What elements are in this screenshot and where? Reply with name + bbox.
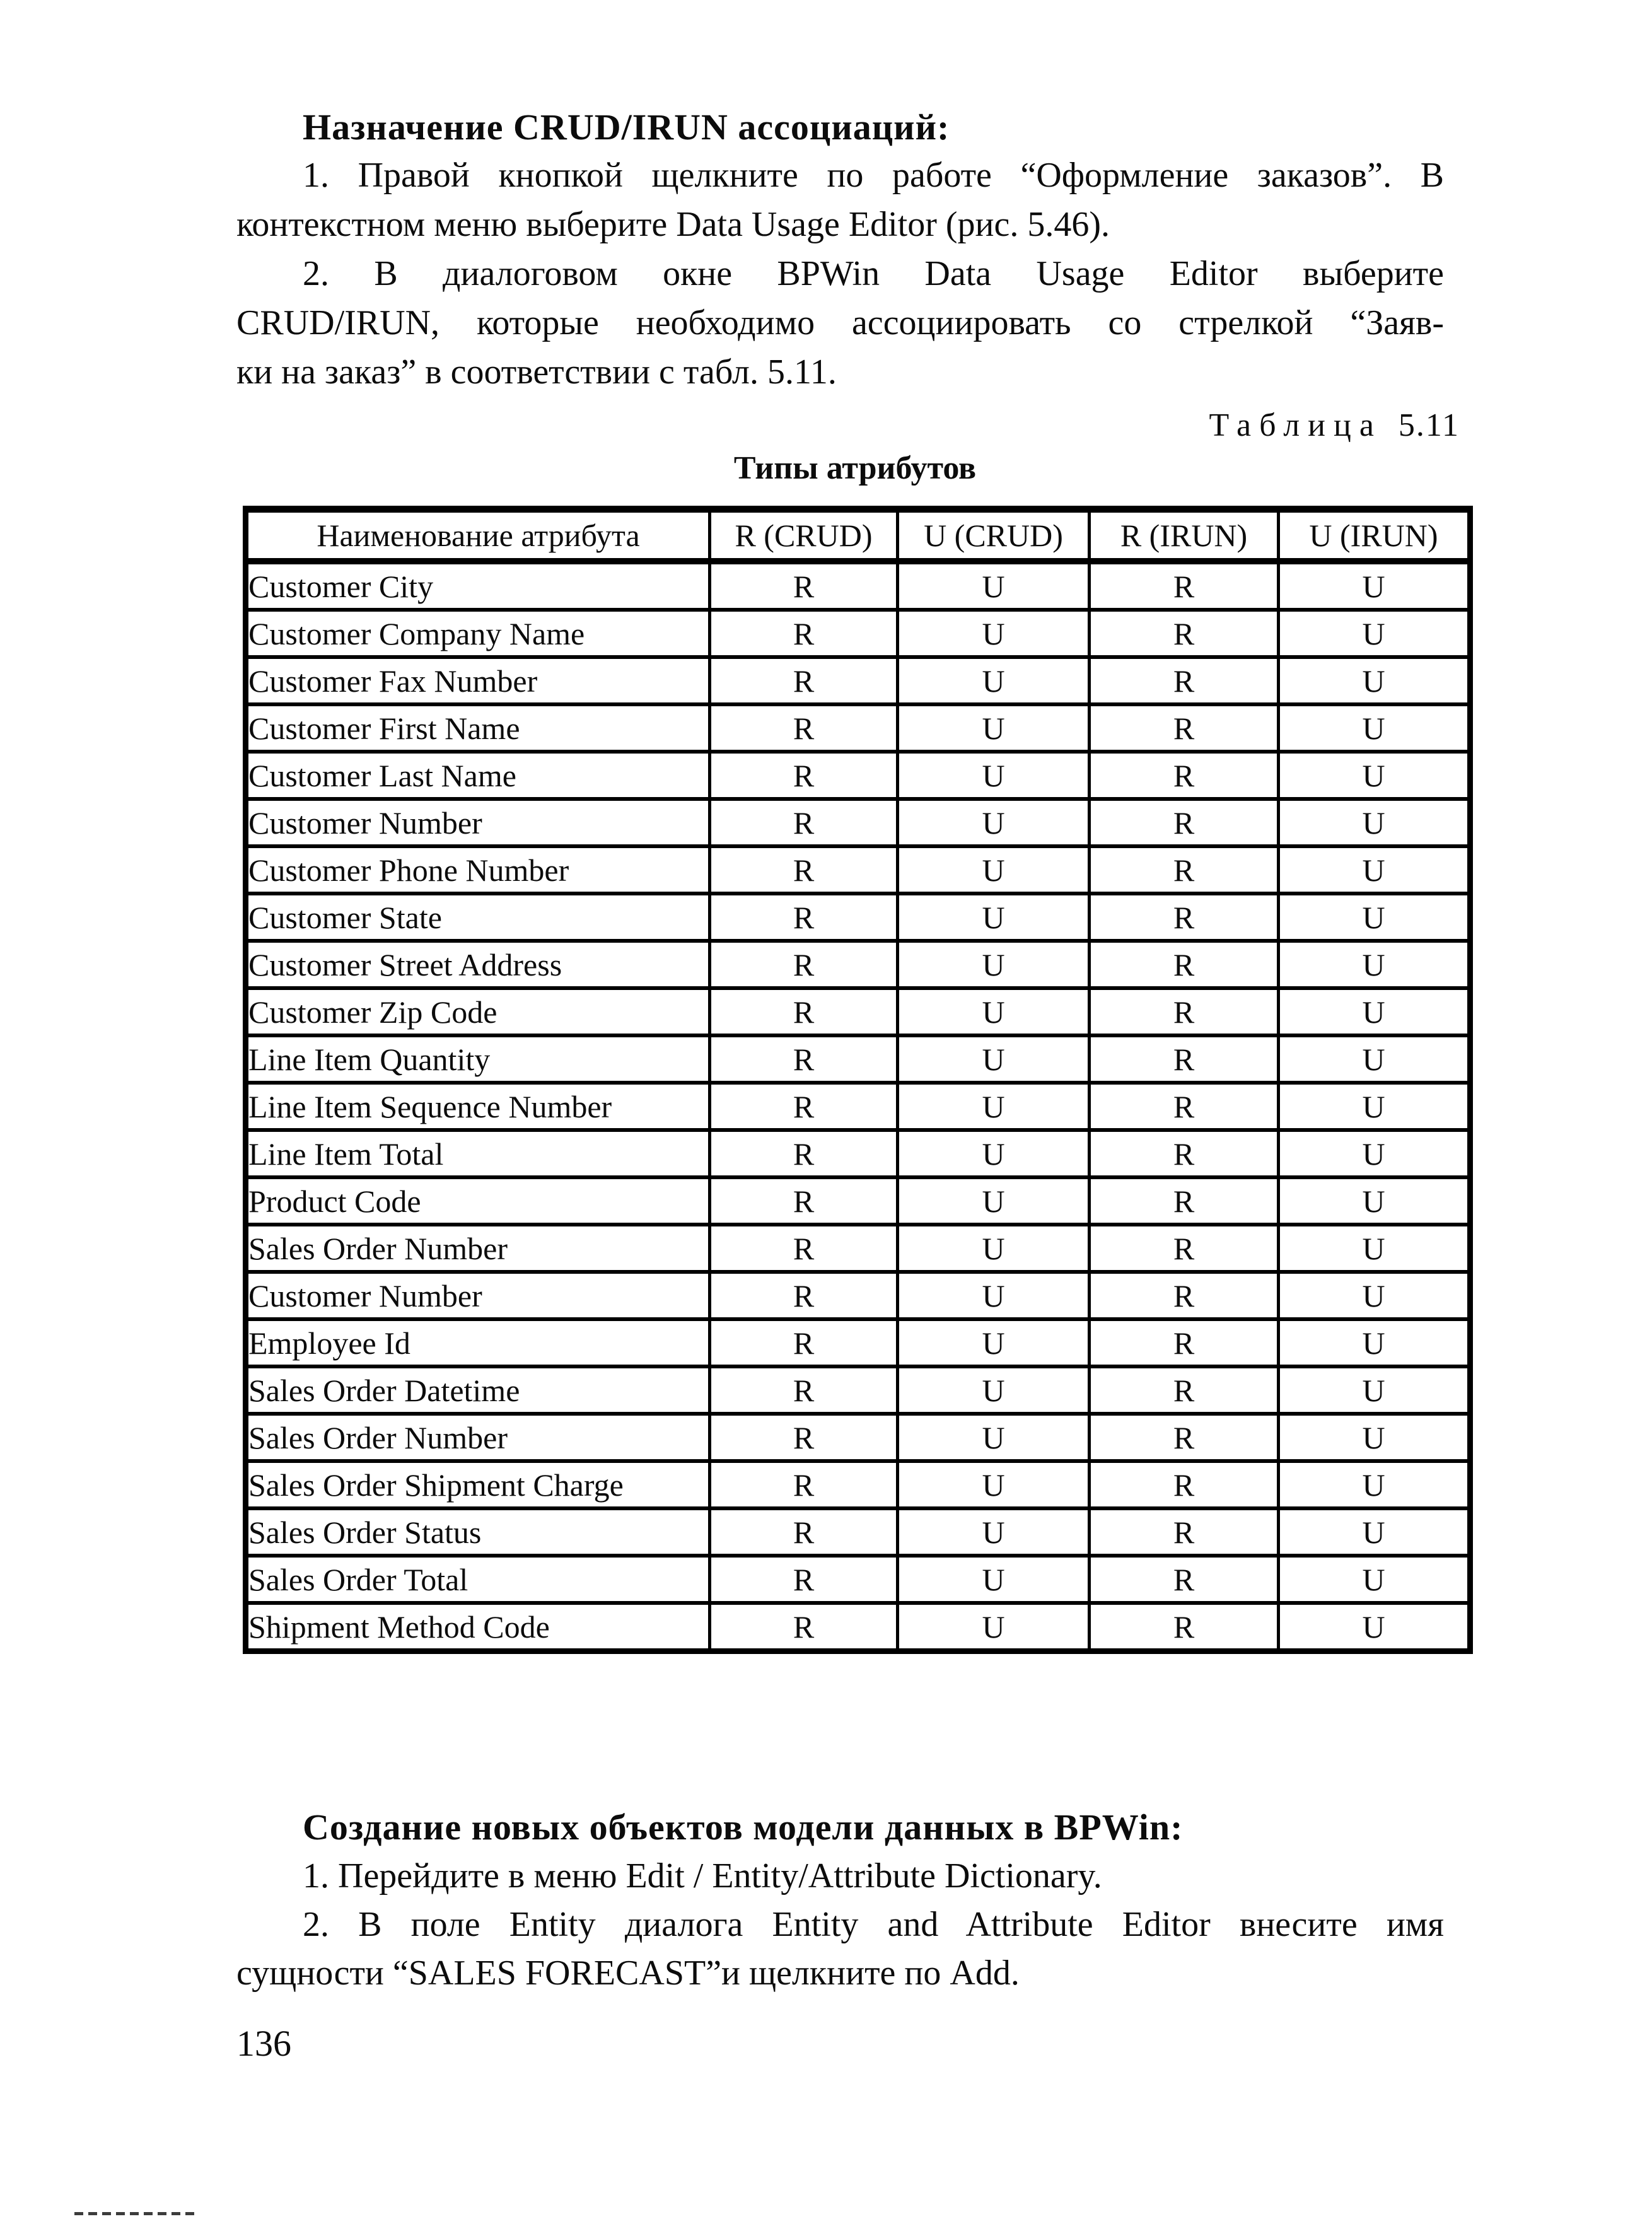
- table-caption: [1209, 407, 1460, 445]
- usage-value-cell: R: [1090, 1461, 1279, 1508]
- attribute-name-cell: Customer Street Address: [246, 941, 710, 988]
- usage-value-cell: U: [1279, 846, 1470, 894]
- usage-value-cell: R: [710, 1508, 898, 1556]
- usage-value-cell: R: [1090, 561, 1279, 610]
- usage-value-cell: U: [898, 1366, 1090, 1414]
- usage-value-cell: R: [1090, 799, 1279, 846]
- column-header-attribute-name: Наименование атрибута: [246, 510, 710, 562]
- usage-value-cell: U: [1279, 1603, 1470, 1651]
- usage-value-cell: U: [1279, 657, 1470, 704]
- usage-value-cell: U: [1279, 1319, 1470, 1366]
- usage-value-cell: R: [710, 1366, 898, 1414]
- attribute-name-cell: Line Item Quantity: [246, 1035, 710, 1083]
- attribute-name-cell: Customer Fax Number: [246, 657, 710, 704]
- column-header-u-crud: U (CRUD): [898, 510, 1090, 562]
- table-row: [246, 610, 1470, 657]
- column-header-r-irun: R (IRUN): [1090, 510, 1279, 562]
- usage-value-cell: U: [898, 561, 1090, 610]
- usage-value-cell: U: [898, 894, 1090, 941]
- table-row: [246, 846, 1470, 894]
- usage-value-cell: U: [898, 1225, 1090, 1272]
- usage-value-cell: U: [898, 988, 1090, 1035]
- attribute-name-cell: Line Item Total: [246, 1130, 710, 1177]
- usage-value-cell: R: [1090, 1035, 1279, 1083]
- section-heading-new-objects: Создание новых объектов модели данных в BPWin:: [303, 1807, 1184, 1848]
- usage-value-cell: U: [1279, 1177, 1470, 1225]
- usage-value-cell: U: [898, 1083, 1090, 1130]
- paragraph-line: ки на заказ” в соответствии с табл. 5.11.: [236, 352, 837, 392]
- table-row: [246, 988, 1470, 1035]
- usage-value-cell: U: [1279, 610, 1470, 657]
- usage-value-cell: U: [898, 1603, 1090, 1651]
- attribute-name-cell: Customer Last Name: [246, 752, 710, 799]
- usage-value-cell: R: [710, 1225, 898, 1272]
- table-row: [246, 941, 1470, 988]
- attribute-name-cell: Customer Phone Number: [246, 846, 710, 894]
- attribute-name-cell: Sales Order Datetime: [246, 1366, 710, 1414]
- usage-value-cell: R: [1090, 1508, 1279, 1556]
- usage-value-cell: U: [898, 704, 1090, 752]
- paragraph-line: 1. Перейдите в меню Edit / Entity/Attribute Dictionary.: [303, 1856, 1102, 1896]
- table-row: [246, 1603, 1470, 1651]
- usage-value-cell: R: [1090, 846, 1279, 894]
- usage-value-cell: U: [1279, 1461, 1470, 1508]
- usage-value-cell: U: [898, 1319, 1090, 1366]
- usage-value-cell: U: [1279, 1556, 1470, 1603]
- usage-value-cell: R: [1090, 610, 1279, 657]
- usage-value-cell: R: [1090, 1603, 1279, 1651]
- table-title: Типы атрибутов: [733, 450, 977, 486]
- usage-value-cell: R: [1090, 894, 1279, 941]
- usage-value-cell: R: [710, 1461, 898, 1508]
- usage-value-cell: R: [1090, 1272, 1279, 1319]
- usage-value-cell: R: [710, 1130, 898, 1177]
- paragraph-line: 1. Правой кнопкой щелкните по работе “Оформление заказов”. В: [303, 156, 1444, 195]
- usage-value-cell: R: [1090, 941, 1279, 988]
- table-row: [246, 704, 1470, 752]
- table-body: [246, 561, 1470, 1651]
- usage-value-cell: U: [1279, 1225, 1470, 1272]
- table-row: [246, 1225, 1470, 1272]
- usage-value-cell: R: [710, 704, 898, 752]
- usage-value-cell: U: [898, 1414, 1090, 1461]
- usage-value-cell: R: [1090, 704, 1279, 752]
- table-row: [246, 799, 1470, 846]
- table-header-row: [246, 510, 1470, 562]
- paragraph-line: 2. В диалоговом окне BPWin Data Usage Editor выберите: [303, 254, 1444, 293]
- attribute-name-cell: Shipment Method Code: [246, 1603, 710, 1651]
- attribute-name-cell: Customer Number: [246, 1272, 710, 1319]
- usage-value-cell: U: [898, 1130, 1090, 1177]
- table-caption-word: Таблица: [1209, 407, 1382, 443]
- usage-value-cell: U: [898, 752, 1090, 799]
- usage-value-cell: R: [710, 988, 898, 1035]
- table-row: [246, 1508, 1470, 1556]
- paragraph-line: CRUD/IRUN, которые необходимо ассоциировать со стрелкой “Заяв-: [236, 303, 1444, 342]
- attribute-name-cell: Sales Order Shipment Charge: [246, 1461, 710, 1508]
- table-row: [246, 1130, 1470, 1177]
- usage-value-cell: U: [1279, 941, 1470, 988]
- usage-value-cell: R: [710, 1414, 898, 1461]
- usage-value-cell: U: [898, 1177, 1090, 1225]
- paragraph-line: 2. В поле Entity диалога Entity and Attribute Editor внесите имя: [303, 1905, 1444, 1944]
- attribute-types-table: [243, 506, 1473, 1654]
- paragraph-line: контекстном меню выберите Data Usage Editor (рис. 5.46).: [236, 205, 1110, 244]
- usage-value-cell: U: [1279, 1508, 1470, 1556]
- table-row: [246, 1366, 1470, 1414]
- attribute-name-cell: Sales Order Status: [246, 1508, 710, 1556]
- usage-value-cell: R: [1090, 1177, 1279, 1225]
- column-header-u-irun: U (IRUN): [1279, 510, 1470, 562]
- usage-value-cell: U: [1279, 1272, 1470, 1319]
- attribute-name-cell: Sales Order Total: [246, 1556, 710, 1603]
- usage-value-cell: R: [710, 799, 898, 846]
- attribute-name-cell: Customer Zip Code: [246, 988, 710, 1035]
- usage-value-cell: U: [898, 1272, 1090, 1319]
- usage-value-cell: U: [1279, 799, 1470, 846]
- usage-value-cell: U: [1279, 1414, 1470, 1461]
- usage-value-cell: R: [710, 1603, 898, 1651]
- usage-value-cell: R: [710, 894, 898, 941]
- usage-value-cell: U: [898, 657, 1090, 704]
- attribute-name-cell: Customer State: [246, 894, 710, 941]
- table-row: [246, 1319, 1470, 1366]
- usage-value-cell: U: [898, 846, 1090, 894]
- usage-value-cell: R: [710, 610, 898, 657]
- paragraph-line: сущности “SALES FORECAST”и щелкните по Add.: [236, 1954, 1020, 1993]
- usage-value-cell: R: [710, 846, 898, 894]
- usage-value-cell: U: [898, 941, 1090, 988]
- attribute-name-cell: Line Item Sequence Number: [246, 1083, 710, 1130]
- attribute-name-cell: Customer First Name: [246, 704, 710, 752]
- table-row: [246, 1461, 1470, 1508]
- column-header-r-crud: R (CRUD): [710, 510, 898, 562]
- usage-value-cell: U: [1279, 704, 1470, 752]
- usage-value-cell: R: [710, 1083, 898, 1130]
- usage-value-cell: R: [1090, 1083, 1279, 1130]
- usage-value-cell: U: [1279, 1366, 1470, 1414]
- usage-value-cell: R: [1090, 1556, 1279, 1603]
- usage-value-cell: R: [1090, 1225, 1279, 1272]
- usage-value-cell: R: [710, 1035, 898, 1083]
- usage-value-cell: R: [710, 1177, 898, 1225]
- usage-value-cell: U: [1279, 561, 1470, 610]
- usage-value-cell: U: [898, 799, 1090, 846]
- attribute-name-cell: Product Code: [246, 1177, 710, 1225]
- usage-value-cell: R: [710, 1319, 898, 1366]
- table-row: [246, 752, 1470, 799]
- usage-value-cell: U: [1279, 1083, 1470, 1130]
- usage-value-cell: R: [710, 1556, 898, 1603]
- usage-value-cell: R: [1090, 1414, 1279, 1461]
- table-row: [246, 1035, 1470, 1083]
- usage-value-cell: R: [1090, 1130, 1279, 1177]
- usage-value-cell: U: [898, 1508, 1090, 1556]
- table-row: [246, 657, 1470, 704]
- attribute-name-cell: Employee Id: [246, 1319, 710, 1366]
- attribute-name-cell: Customer Number: [246, 799, 710, 846]
- scan-artifact-line: [74, 2212, 197, 2215]
- usage-value-cell: U: [1279, 752, 1470, 799]
- usage-value-cell: U: [1279, 1035, 1470, 1083]
- usage-value-cell: R: [710, 752, 898, 799]
- table-row: [246, 1177, 1470, 1225]
- table-row: [246, 1272, 1470, 1319]
- usage-value-cell: U: [898, 610, 1090, 657]
- table-row: [246, 894, 1470, 941]
- usage-value-cell: R: [710, 561, 898, 610]
- attribute-name-cell: Customer City: [246, 561, 710, 610]
- table-row: [246, 561, 1470, 610]
- usage-value-cell: U: [1279, 1130, 1470, 1177]
- page-number: 136: [236, 2023, 291, 2064]
- usage-value-cell: U: [898, 1556, 1090, 1603]
- table-caption-number: 5.11: [1398, 407, 1460, 443]
- section-heading-crud-irun: Назначение CRUD/IRUN ассоциаций:: [303, 107, 950, 148]
- usage-value-cell: U: [898, 1461, 1090, 1508]
- attribute-name-cell: Sales Order Number: [246, 1225, 710, 1272]
- attribute-name-cell: Customer Company Name: [246, 610, 710, 657]
- table-row: [246, 1083, 1470, 1130]
- usage-value-cell: R: [1090, 657, 1279, 704]
- usage-value-cell: R: [1090, 1366, 1279, 1414]
- usage-value-cell: R: [1090, 988, 1279, 1035]
- usage-value-cell: R: [1090, 752, 1279, 799]
- usage-value-cell: R: [710, 1272, 898, 1319]
- usage-value-cell: R: [710, 941, 898, 988]
- table-row: [246, 1414, 1470, 1461]
- table-row: [246, 1556, 1470, 1603]
- usage-value-cell: U: [898, 1035, 1090, 1083]
- usage-value-cell: U: [1279, 988, 1470, 1035]
- usage-value-cell: U: [1279, 894, 1470, 941]
- attribute-name-cell: Sales Order Number: [246, 1414, 710, 1461]
- usage-value-cell: R: [1090, 1319, 1279, 1366]
- usage-value-cell: R: [710, 657, 898, 704]
